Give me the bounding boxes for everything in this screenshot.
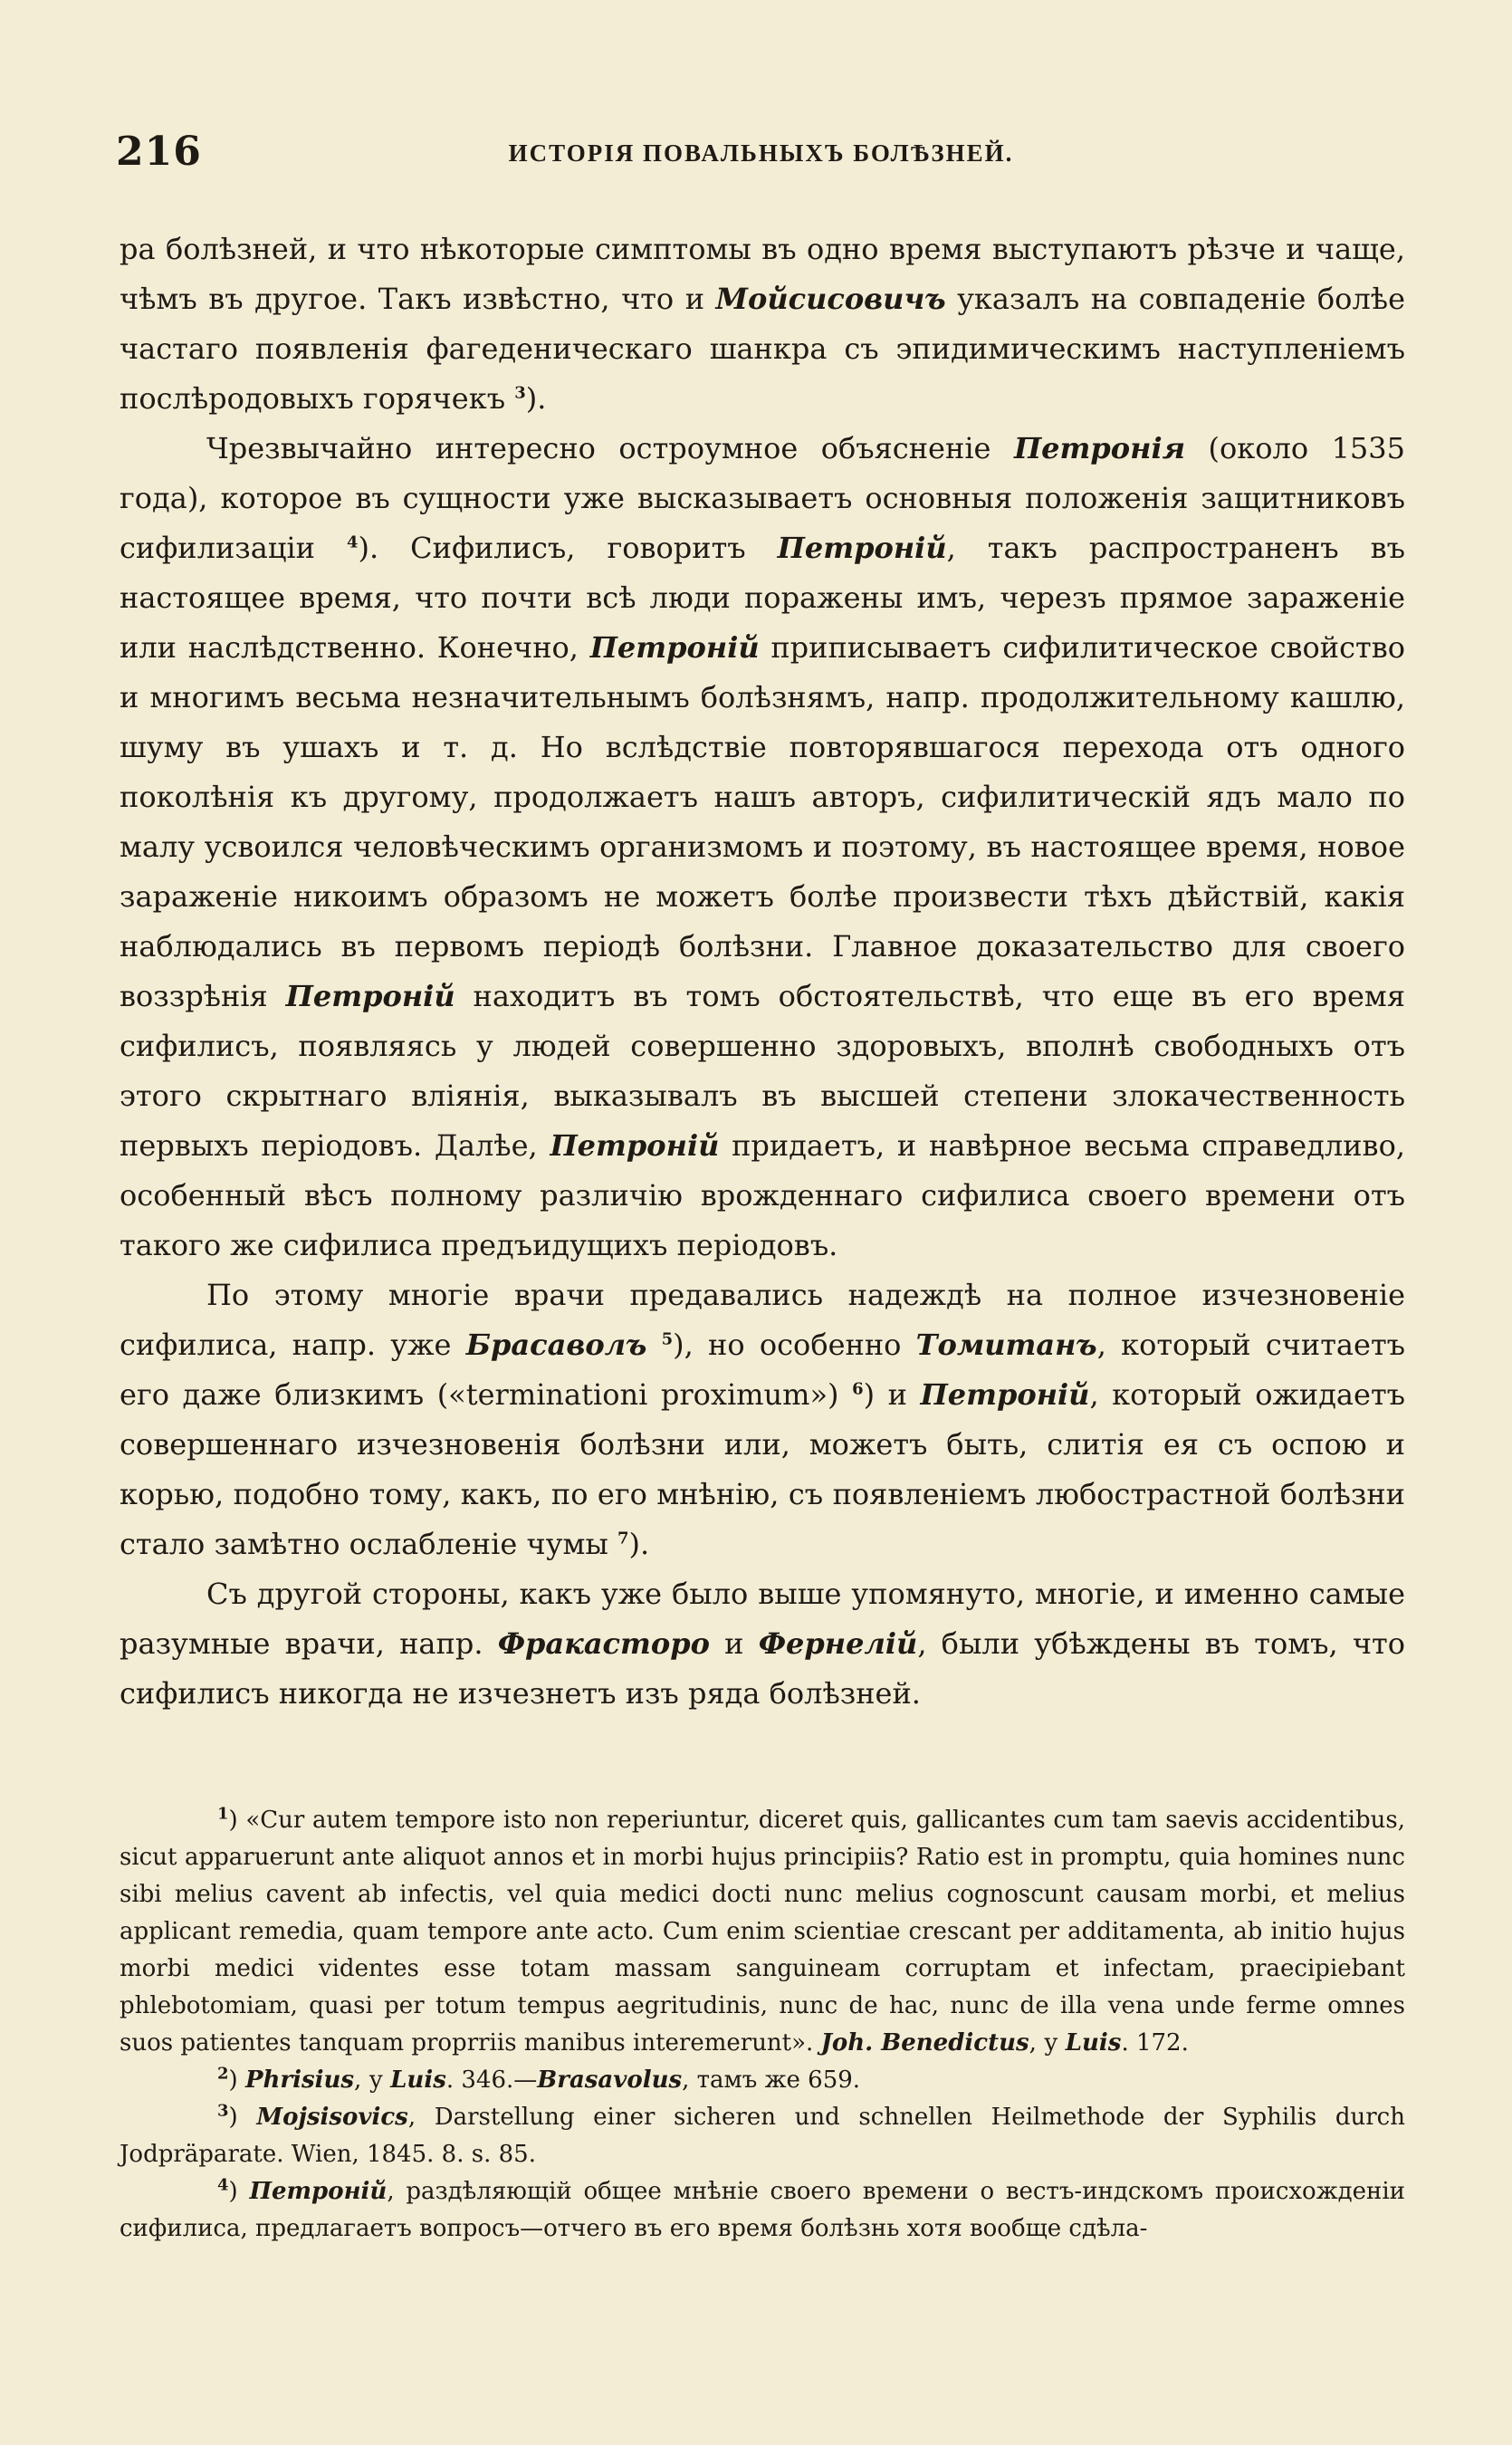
text-run: ). (628, 1527, 650, 1561)
footnote-ref: 5 (661, 1329, 674, 1349)
person-name: Luis (1065, 2029, 1122, 2057)
paragraph (120, 225, 1405, 424)
text-run: , у (354, 2066, 391, 2094)
text-run: (около 1535 года), которое въ сущности уже высказываетъ основныя положенія защитниковъ сифилизаціи (120, 431, 1406, 565)
text-run: приписываетъ сифилитическое свойство и многимъ весьма незначительнымъ болѣзнямъ, напр. продолжительному кашлю, шуму въ ушахъ и т. д. Но вслѣдствіе повторявшагося перехода отъ одного поколѣнія къ другому, продолжаетъ нашъ авторъ, сифилитическій ядъ мало по малу усвоился человѣческимъ организмомъ и поэтому, въ настоящее время, новое зараженіе никоимъ образомъ не можетъ болѣе произвести тѣхъ дѣйствій, какія наблюдались въ первомъ періодѣ болѣзни. Главное доказательство для своего воззрѣнія (120, 630, 1406, 1013)
person-name: Петроній (589, 630, 760, 665)
page-header (116, 129, 1406, 183)
footnote (120, 1802, 1405, 2062)
text-run: , были убѣждены въ томъ, что сифилисъ никогда не изчезнетъ изъ ряда болѣзней. (120, 1626, 1406, 1711)
paragraph (120, 1569, 1405, 1719)
person-name: Joh. Benedictus (820, 2029, 1029, 2057)
person-name: Петроній (285, 979, 455, 1013)
text-run: , раздѣляющій общее мнѣніе своего времени о вестъ-индскомъ происхожденіи сифилиса, предлагаетъ вопросъ—отчего въ его время болѣзнь хотя вообще сдѣла- (120, 2178, 1405, 2242)
text-run: и (709, 1626, 759, 1661)
text-run: Чрезвычайно интересно остроумное объясненіе (206, 431, 1014, 465)
person-name: Брасаволъ (465, 1328, 647, 1362)
person-name: Петроній (249, 2178, 388, 2205)
footnote-ref: 1 (217, 1804, 229, 1824)
footnote-ref: 3 (217, 2101, 229, 2121)
person-name: Петроній (920, 1377, 1090, 1412)
footnote-ref: 7 (617, 1529, 629, 1548)
footnote-ref: 4 (217, 2175, 229, 2195)
footnote-ref: 2 (217, 2064, 229, 2084)
person-name: Петронія (1013, 431, 1186, 465)
page-number: 216 (116, 129, 202, 175)
person-name: Петроній (550, 1128, 720, 1163)
footnotes (120, 1802, 1405, 2248)
text-run: ) (228, 2066, 245, 2094)
text-run: , у (1029, 2029, 1066, 2057)
person-name: Phrisius (244, 2066, 355, 2094)
text-run: ). Сифилисъ, говоритъ (358, 531, 778, 565)
text-run: , который ожидаетъ совершеннаго изчезновенія болѣзни или, можетъ быть, слитія ея съ оспою и корью, подобно тому, какъ, по его мнѣнію, съ появленіемъ любострастной болѣзни стало замѣтно ослабленіе чумы (120, 1377, 1406, 1561)
text-run: , тамъ же 659. (682, 2066, 861, 2094)
text-run: Съ другой стороны, какъ уже было выше упомянуто, многіе, и именно самые разумные врачи, напр. (120, 1577, 1405, 1661)
footnote-ref: 6 (852, 1379, 864, 1399)
text-run: По этому многіе врачи предавались надеждѣ на полное изчезновеніе сифилиса, напр. уже (120, 1278, 1405, 1362)
running-title: ИСТОРІЯ ПОВАЛЬНЫХЪ БОЛѢЗНЕЙ. (508, 139, 1014, 167)
text-run: . 346.— (445, 2066, 538, 2094)
text-run: придаетъ, и навѣрное весьма справедливо, особенный вѣсъ полному различію врожденнаго сифилиса своего времени отъ такого же сифилиса предъидущихъ періодовъ. (120, 1128, 1406, 1262)
footnote (120, 2062, 1405, 2099)
text-run: , который считаетъ его даже близкимъ («terminationi proximum») (120, 1328, 1405, 1412)
text-run: . 172. (1121, 2029, 1189, 2057)
footnote-ref: 4 (346, 532, 359, 552)
person-name: Мойсисовичъ (715, 282, 946, 316)
text-run: ) и (863, 1377, 921, 1412)
text-run: ) «Cur autem tempore isto non reperiuntur, diceret quis, gallicantes cum tam saevis accidentibus, sicut apparuerunt ante aliquot annos et in morbi hujus principiis? Ratio est in promptu, quia homines nunc sibi melius cavent ab infectis, vel quia medici docti nunc melius cognoscunt causam morbi, et melius applicant remedia, quam tempore ante acto. Cum enim scientiae crescant per additamenta, ab initio hujus morbi medici videntes esse totam massam sanguineam corruptam et infectam, praecipiebant phlebotomiam, quasi per totum tempus aegritudinis, nunc de hac, nunc de illa vena unde ferme omnes suos patientes tanquam proprriis manibus interemerunt». (120, 1807, 1405, 2057)
person-name: Brasavolus (537, 2066, 683, 2094)
text-run: ра болѣзней, и что нѣкоторые симптомы въ одно время выступаютъ рѣзче и чаще, чѣмъ въ другое. Такъ извѣстно, что и (120, 232, 1405, 316)
footnote (120, 2099, 1405, 2173)
person-name: Фернелій (758, 1626, 918, 1661)
paragraph (120, 1270, 1405, 1569)
footnote-ref: 3 (514, 383, 526, 403)
text-run: ). (525, 381, 547, 416)
text-run: ) (228, 2104, 257, 2131)
person-name: Томитанъ (915, 1328, 1097, 1362)
text-run: , такъ распространенъ въ настоящее время, что почти всѣ люди поражены имъ, черезъ прямое зараженіе или наслѣдственно. Конечно, (120, 531, 1406, 665)
text-run: ), но особенно (673, 1328, 916, 1362)
person-name: Mojsisovics (256, 2104, 408, 2131)
main-text (120, 225, 1405, 1719)
person-name: Luis (390, 2066, 446, 2094)
text-run: , Darstellung einer sicheren und schnellen Heilmethode der Syphilis durch Jodpräparate. Wien, 1845. 8. s. 85. (120, 2104, 1405, 2168)
person-name: Петроній (777, 531, 947, 565)
text-run: находитъ въ томъ обстоятельствѣ, что еще въ его время сифилисъ, появляясь у людей совершенно здоровыхъ, вполнѣ свободныхъ отъ этого скрытнаго вліянія, выказывалъ въ высшей степени злокачественность первыхъ періодовъ. Далѣе, (120, 979, 1406, 1163)
person-name: Фракасторо (497, 1626, 710, 1661)
text-run: ) (228, 2178, 250, 2205)
paragraph (120, 424, 1405, 1270)
text-run (646, 1328, 661, 1362)
footnote (120, 2173, 1405, 2248)
text-run: указалъ на совпаденіе болѣе частаго появленія фагеденическаго шанкра съ эпидимическимъ наступленіемъ послѣродовыхъ горячекъ (120, 282, 1406, 416)
